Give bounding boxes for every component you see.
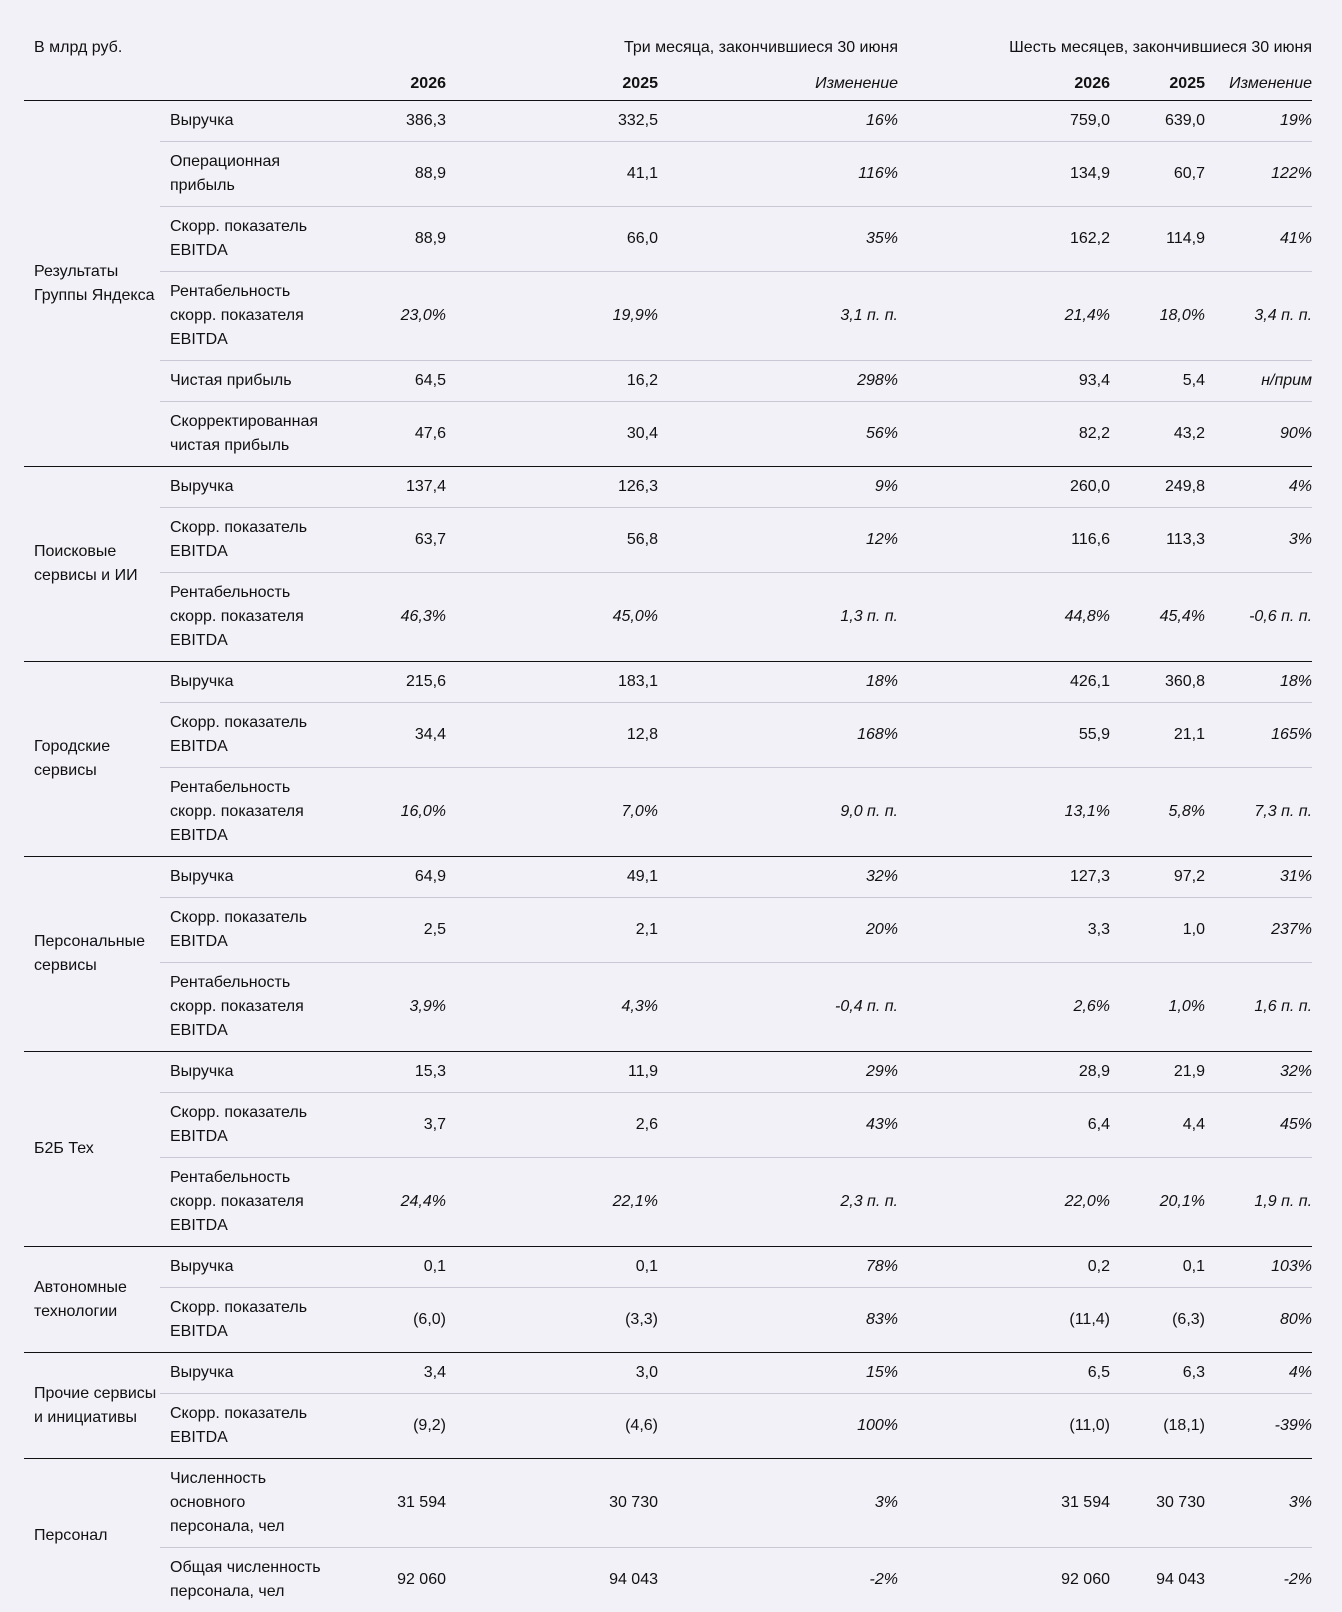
h-2025-value: 113,3: [1110, 508, 1205, 573]
h-2025-value: 249,8: [1110, 467, 1205, 508]
q-2025-value: 0,1: [446, 1247, 658, 1288]
row-label: Выручка: [160, 101, 336, 142]
h-2026-value: 13,1%: [898, 768, 1110, 857]
row-label: Скорр. показатель EBITDA: [160, 1288, 336, 1353]
table-row: [24, 1052, 1312, 1093]
group-label: Прочие сервисы и инициативы: [24, 1353, 160, 1459]
h-2026-value: 116,6: [898, 508, 1110, 573]
q-2025-value: 94 043: [446, 1548, 658, 1612]
q-2026-value: 3,4: [336, 1353, 446, 1394]
h-2026-value: 21,4%: [898, 272, 1110, 361]
h-2026-value: 426,1: [898, 662, 1110, 703]
row-label: Выручка: [160, 857, 336, 898]
table-row: [24, 402, 1312, 467]
row-label: Выручка: [160, 467, 336, 508]
h-change-value: н/прим: [1205, 361, 1312, 402]
h-change-value: -0,6 п. п.: [1205, 573, 1312, 662]
table-body: [24, 101, 1312, 1612]
q-change-value: 3%: [658, 1459, 898, 1548]
h-change-value: 31%: [1205, 857, 1312, 898]
row-label: Выручка: [160, 1353, 336, 1394]
header-row-periods: [24, 32, 1312, 70]
row-label: Скорр. показатель EBITDA: [160, 898, 336, 963]
q-change-value: 35%: [658, 207, 898, 272]
table-row: [24, 272, 1312, 361]
q-2026-value: 137,4: [336, 467, 446, 508]
q-2026-value: 24,4%: [336, 1158, 446, 1247]
q-change-value: 100%: [658, 1394, 898, 1459]
h-2025-value: 45,4%: [1110, 573, 1205, 662]
h-change-value: 3%: [1205, 508, 1312, 573]
q-2025-value: 41,1: [446, 142, 658, 207]
table-row: [24, 1288, 1312, 1353]
h-change-value: 237%: [1205, 898, 1312, 963]
table-row: [24, 662, 1312, 703]
h-2026-value: (11,0): [898, 1394, 1110, 1459]
h-2026-header: 2026: [898, 70, 1110, 101]
h-change-value: 3,4 п. п.: [1205, 272, 1312, 361]
q-change-value: 56%: [658, 402, 898, 467]
q-2025-value: 126,3: [446, 467, 658, 508]
group-label: Персональные сервисы: [24, 857, 160, 1052]
header-row-years: [24, 70, 1312, 101]
table-row: [24, 1093, 1312, 1158]
h-change-value: 41%: [1205, 207, 1312, 272]
h-2025-value: 0,1: [1110, 1247, 1205, 1288]
q-2025-value: 56,8: [446, 508, 658, 573]
h-2025-value: (18,1): [1110, 1394, 1205, 1459]
units-label: В млрд руб.: [24, 32, 336, 70]
h-change-value: 18%: [1205, 662, 1312, 703]
h-2026-value: 93,4: [898, 361, 1110, 402]
table-row: [24, 768, 1312, 857]
row-label: Чистая прибыль: [160, 361, 336, 402]
table-row: [24, 467, 1312, 508]
h-2026-value: 44,8%: [898, 573, 1110, 662]
q-2025-value: 30,4: [446, 402, 658, 467]
table-row: [24, 142, 1312, 207]
q-change-value: 298%: [658, 361, 898, 402]
q-change-value: 1,3 п. п.: [658, 573, 898, 662]
h-change-value: 4%: [1205, 467, 1312, 508]
table-row: [24, 508, 1312, 573]
table-row: [24, 1353, 1312, 1394]
q-2025-value: (3,3): [446, 1288, 658, 1353]
table-row: [24, 207, 1312, 272]
h-2025-value: 1,0%: [1110, 963, 1205, 1052]
q-2025-value: 12,8: [446, 703, 658, 768]
table-row: [24, 963, 1312, 1052]
q-change-value: 78%: [658, 1247, 898, 1288]
group-label: Б2Б Тех: [24, 1052, 160, 1247]
h-2026-value: 134,9: [898, 142, 1110, 207]
h-2026-value: (11,4): [898, 1288, 1110, 1353]
q-2026-value: 46,3%: [336, 573, 446, 662]
h-2025-value: 639,0: [1110, 101, 1205, 142]
table-row: [24, 573, 1312, 662]
q-2025-value: 22,1%: [446, 1158, 658, 1247]
financial-results-table: [24, 32, 1312, 1612]
h-2025-value: 5,4: [1110, 361, 1205, 402]
q-2026-value: 16,0%: [336, 768, 446, 857]
q-change-value: 29%: [658, 1052, 898, 1093]
q-2025-value: 16,2: [446, 361, 658, 402]
q-2026-value: 92 060: [336, 1548, 446, 1612]
h-2025-value: 18,0%: [1110, 272, 1205, 361]
h-change-value: 4%: [1205, 1353, 1312, 1394]
row-label: Выручка: [160, 1052, 336, 1093]
q-2025-value: 3,0: [446, 1353, 658, 1394]
row-label: Операционная прибыль: [160, 142, 336, 207]
q-2025-value: 45,0%: [446, 573, 658, 662]
q-2026-value: 88,9: [336, 142, 446, 207]
row-label: Рентабельность скорр. показателя EBITDA: [160, 768, 336, 857]
q-2025-value: 49,1: [446, 857, 658, 898]
h-2025-value: 1,0: [1110, 898, 1205, 963]
q-change-value: 168%: [658, 703, 898, 768]
q-2025-value: 2,6: [446, 1093, 658, 1158]
h-2026-value: 28,9: [898, 1052, 1110, 1093]
row-label: Общая численность персонала, чел: [160, 1548, 336, 1612]
row-label: Скорр. показатель EBITDA: [160, 207, 336, 272]
h-change-value: 90%: [1205, 402, 1312, 467]
q-2026-value: 3,7: [336, 1093, 446, 1158]
q-2025-value: 332,5: [446, 101, 658, 142]
q-change-value: 12%: [658, 508, 898, 573]
q-2026-value: 0,1: [336, 1247, 446, 1288]
q-2026-value: 386,3: [336, 101, 446, 142]
three-months-header: Три месяца, закончившиеся 30 июня: [446, 32, 898, 70]
h-2025-value: 97,2: [1110, 857, 1205, 898]
h-change-value: 165%: [1205, 703, 1312, 768]
q-2025-value: 2,1: [446, 898, 658, 963]
table-row: [24, 1548, 1312, 1612]
q-2026-value: 215,6: [336, 662, 446, 703]
q-2025-value: 11,9: [446, 1052, 658, 1093]
q-change-value: -2%: [658, 1548, 898, 1612]
h-2025-value: 94 043: [1110, 1548, 1205, 1612]
q-2026-header: 2026: [336, 70, 446, 101]
h-2026-value: 22,0%: [898, 1158, 1110, 1247]
q-2026-value: 31 594: [336, 1459, 446, 1548]
group-label: Автономные технологии: [24, 1247, 160, 1353]
q-change-value: 16%: [658, 101, 898, 142]
q-2026-value: (9,2): [336, 1394, 446, 1459]
h-2026-value: 6,5: [898, 1353, 1110, 1394]
table-row: [24, 361, 1312, 402]
q-change-value: 32%: [658, 857, 898, 898]
q-change-header: Изменение: [658, 70, 898, 101]
row-label: Скорр. показатель EBITDA: [160, 703, 336, 768]
h-2026-value: 6,4: [898, 1093, 1110, 1158]
q-change-value: 9%: [658, 467, 898, 508]
q-change-value: 83%: [658, 1288, 898, 1353]
q-2025-value: 4,3%: [446, 963, 658, 1052]
q-2025-value: 30 730: [446, 1459, 658, 1548]
q-2026-value: 23,0%: [336, 272, 446, 361]
q-2025-value: 66,0: [446, 207, 658, 272]
h-2026-value: 82,2: [898, 402, 1110, 467]
h-change-value: 103%: [1205, 1247, 1312, 1288]
h-2026-value: 162,2: [898, 207, 1110, 272]
h-2025-value: 6,3: [1110, 1353, 1205, 1394]
h-change-value: 3%: [1205, 1459, 1312, 1548]
h-2025-value: 60,7: [1110, 142, 1205, 207]
q-change-value: 18%: [658, 662, 898, 703]
table-row: [24, 703, 1312, 768]
h-2026-value: 759,0: [898, 101, 1110, 142]
h-2025-value: 21,9: [1110, 1052, 1205, 1093]
h-2025-value: (6,3): [1110, 1288, 1205, 1353]
h-2026-value: 55,9: [898, 703, 1110, 768]
table-row: [24, 898, 1312, 963]
table-row: [24, 101, 1312, 142]
h-change-value: 1,6 п. п.: [1205, 963, 1312, 1052]
h-change-value: 122%: [1205, 142, 1312, 207]
q-2025-value: (4,6): [446, 1394, 658, 1459]
h-2026-value: 260,0: [898, 467, 1110, 508]
q-2026-value: 3,9%: [336, 963, 446, 1052]
row-label: Скорр. показатель EBITDA: [160, 1394, 336, 1459]
q-2025-value: 19,9%: [446, 272, 658, 361]
table-row: [24, 1247, 1312, 1288]
q-2026-value: 2,5: [336, 898, 446, 963]
q-2025-value: 183,1: [446, 662, 658, 703]
h-change-value: 19%: [1205, 101, 1312, 142]
q-2026-value: 47,6: [336, 402, 446, 467]
q-2026-value: 63,7: [336, 508, 446, 573]
q-2026-value: 64,9: [336, 857, 446, 898]
row-label: Скорр. показатель EBITDA: [160, 508, 336, 573]
h-change-value: 45%: [1205, 1093, 1312, 1158]
q-2025-value: 7,0%: [446, 768, 658, 857]
h-2025-value: 5,8%: [1110, 768, 1205, 857]
row-label: Рентабельность скорр. показателя EBITDA: [160, 272, 336, 361]
row-label: Скорр. показатель EBITDA: [160, 1093, 336, 1158]
h-2026-value: 31 594: [898, 1459, 1110, 1548]
h-2025-value: 20,1%: [1110, 1158, 1205, 1247]
h-2026-value: 0,2: [898, 1247, 1110, 1288]
h-2025-value: 30 730: [1110, 1459, 1205, 1548]
row-label: Рентабельность скорр. показателя EBITDA: [160, 573, 336, 662]
row-label: Рентабельность скорр. показателя EBITDA: [160, 963, 336, 1052]
q-change-value: -0,4 п. п.: [658, 963, 898, 1052]
h-change-value: 32%: [1205, 1052, 1312, 1093]
q-2025-header: 2025: [446, 70, 658, 101]
six-months-header: Шесть месяцев, закончившиеся 30 июня: [898, 32, 1312, 70]
q-change-value: 3,1 п. п.: [658, 272, 898, 361]
table-row: [24, 1394, 1312, 1459]
h-2026-value: 3,3: [898, 898, 1110, 963]
group-label: Поисковые сервисы и ИИ: [24, 467, 160, 662]
group-label: Городские сервисы: [24, 662, 160, 857]
h-change-value: 80%: [1205, 1288, 1312, 1353]
q-2026-value: 64,5: [336, 361, 446, 402]
table-row: [24, 1459, 1312, 1548]
q-2026-value: 34,4: [336, 703, 446, 768]
group-label: Персонал: [24, 1459, 160, 1612]
h-change-value: -39%: [1205, 1394, 1312, 1459]
h-2025-header: 2025: [1110, 70, 1205, 101]
h-2026-value: 127,3: [898, 857, 1110, 898]
q-change-value: 15%: [658, 1353, 898, 1394]
h-2025-value: 360,8: [1110, 662, 1205, 703]
h-2025-value: 114,9: [1110, 207, 1205, 272]
q-change-value: 20%: [658, 898, 898, 963]
h-2025-value: 4,4: [1110, 1093, 1205, 1158]
h-change-value: -2%: [1205, 1548, 1312, 1612]
row-label: Выручка: [160, 662, 336, 703]
q-change-value: 9,0 п. п.: [658, 768, 898, 857]
group-label: Результаты Группы Яндекса: [24, 101, 160, 467]
table-row: [24, 857, 1312, 898]
q-change-value: 116%: [658, 142, 898, 207]
q-change-value: 2,3 п. п.: [658, 1158, 898, 1247]
h-2025-value: 21,1: [1110, 703, 1205, 768]
h-change-value: 7,3 п. п.: [1205, 768, 1312, 857]
row-label: Выручка: [160, 1247, 336, 1288]
table-row: [24, 1158, 1312, 1247]
h-change-header: Изменение: [1205, 70, 1312, 101]
h-2026-value: 92 060: [898, 1548, 1110, 1612]
h-change-value: 1,9 п. п.: [1205, 1158, 1312, 1247]
row-label: Численность основного персонала, чел: [160, 1459, 336, 1548]
q-2026-value: 88,9: [336, 207, 446, 272]
h-2025-value: 43,2: [1110, 402, 1205, 467]
row-label: Скорректированная чистая прибыль: [160, 402, 336, 467]
q-2026-value: (6,0): [336, 1288, 446, 1353]
q-2026-value: 15,3: [336, 1052, 446, 1093]
row-label: Рентабельность скорр. показателя EBITDA: [160, 1158, 336, 1247]
q-change-value: 43%: [658, 1093, 898, 1158]
h-2026-value: 2,6%: [898, 963, 1110, 1052]
